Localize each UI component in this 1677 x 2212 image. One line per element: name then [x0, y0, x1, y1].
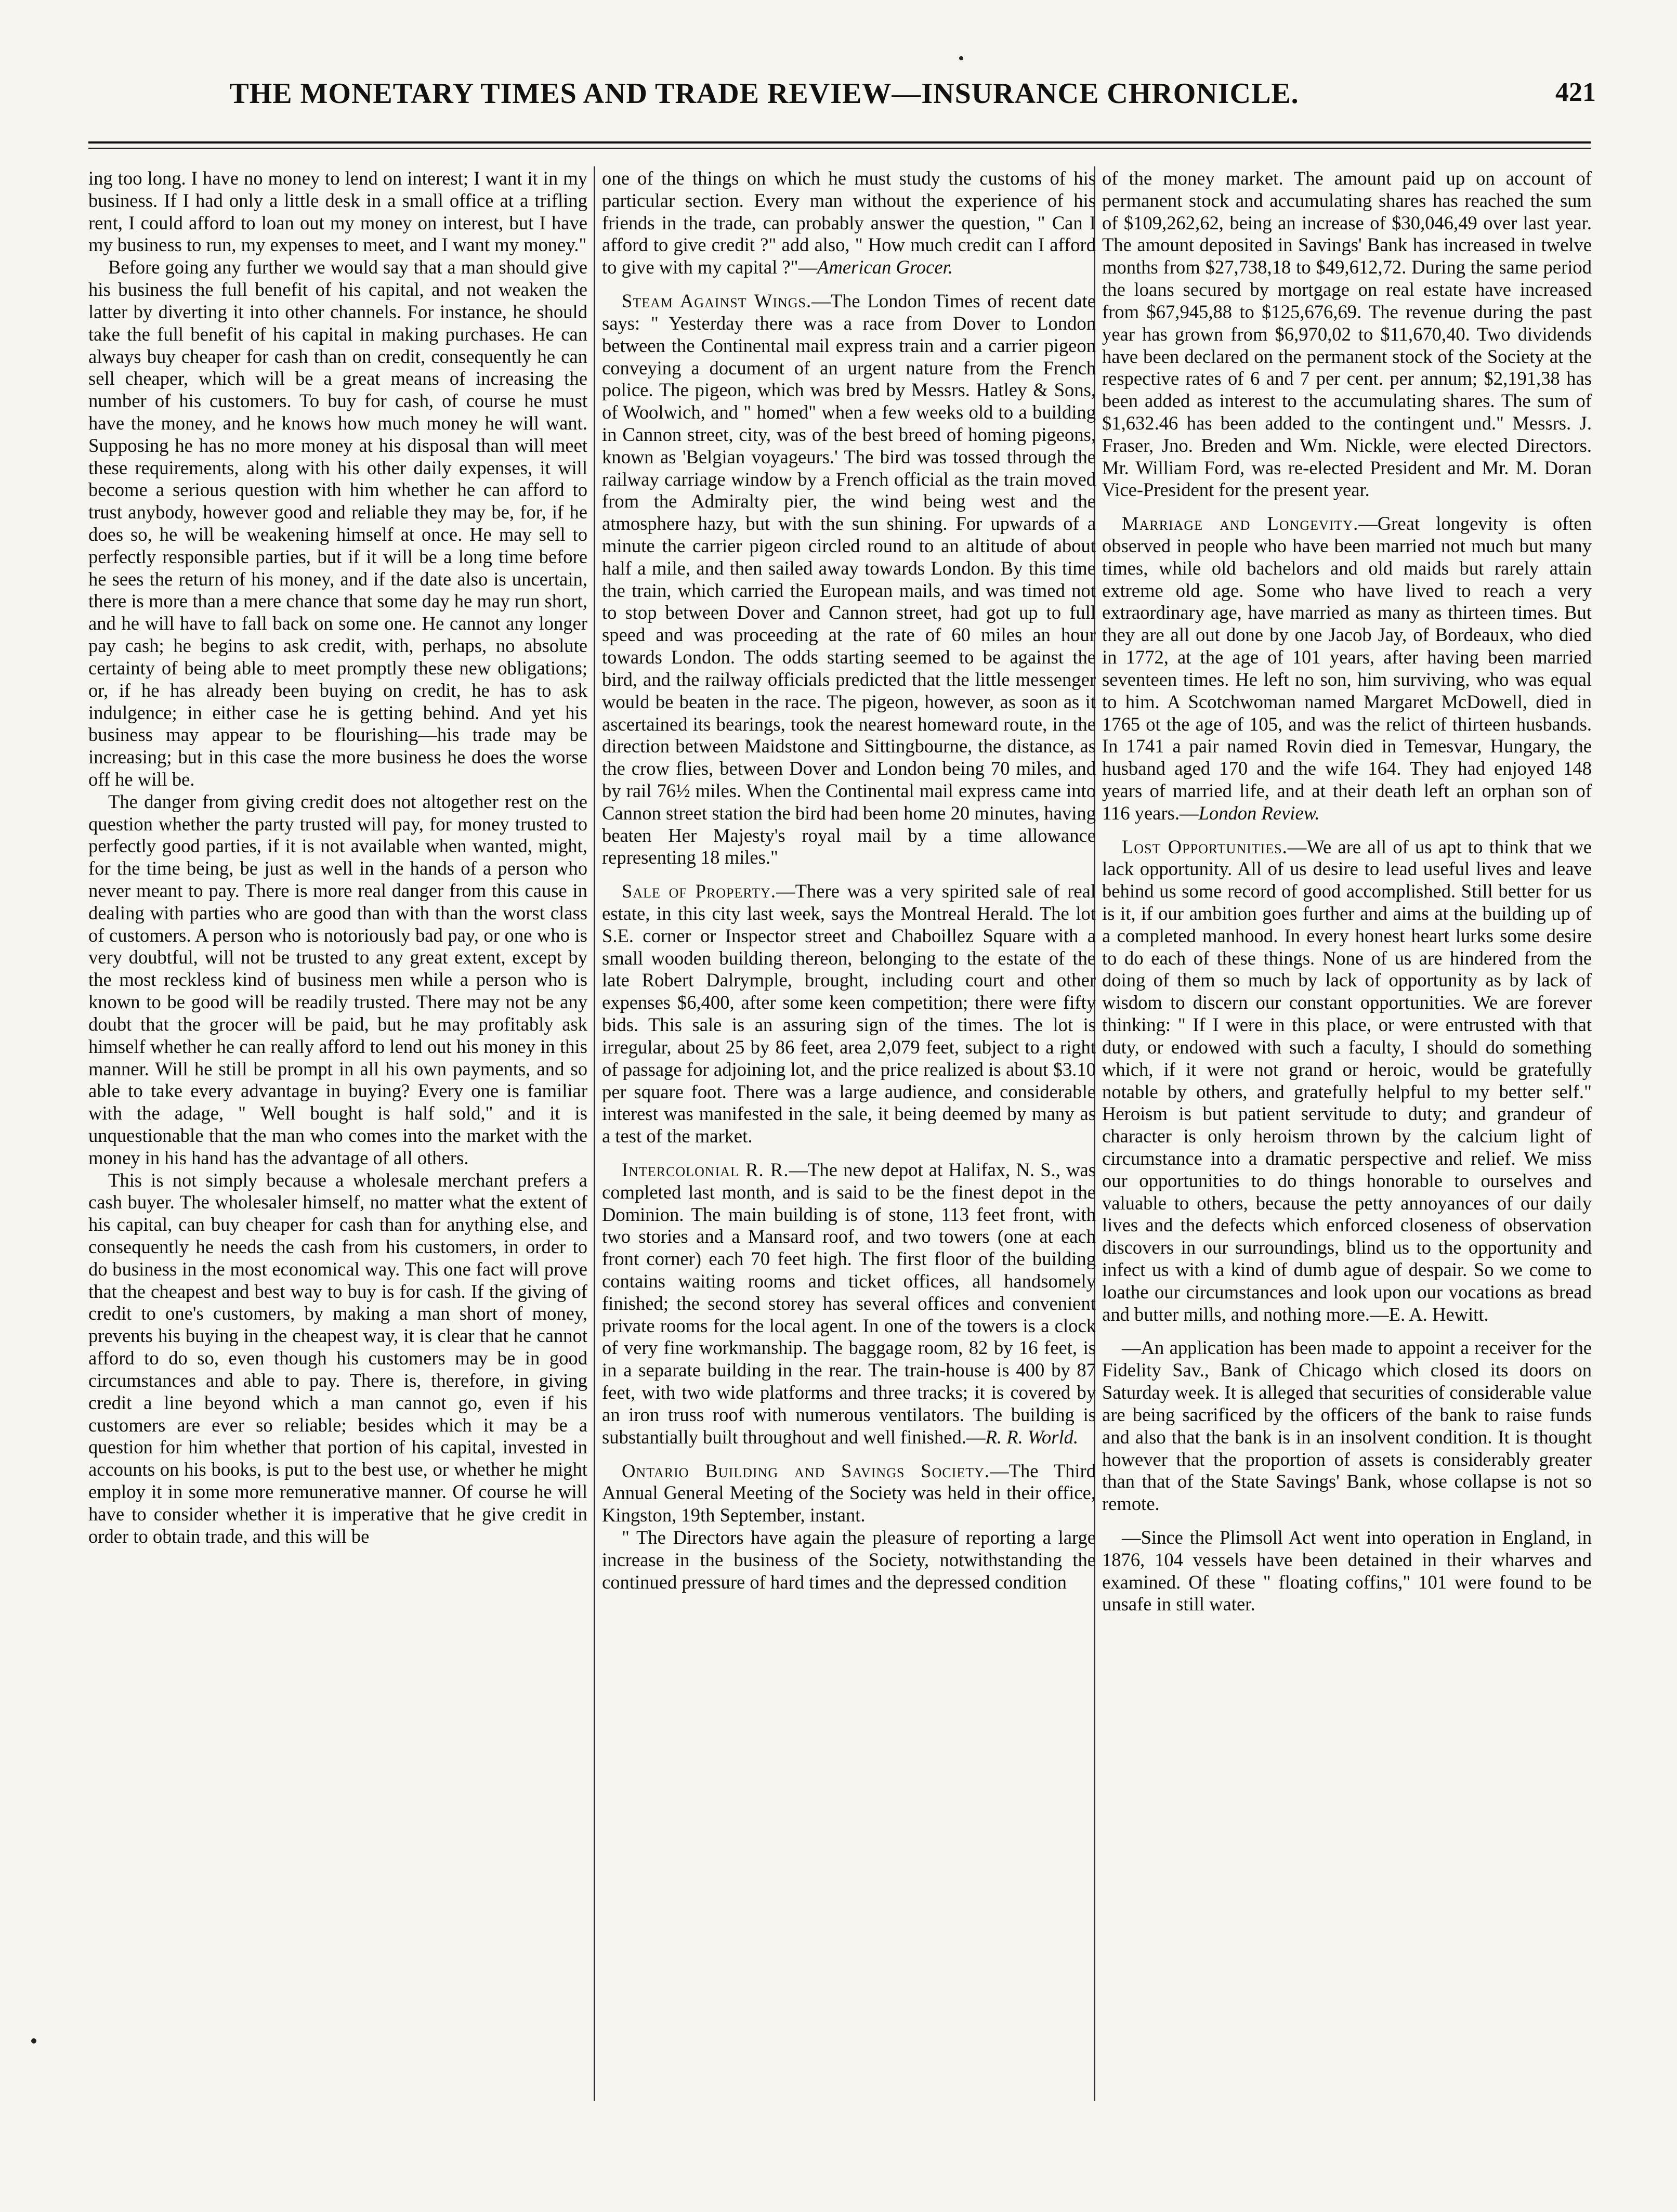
article-lost-opportunities	[1102, 836, 1592, 1326]
article-heading: Intercolonial R. R.	[622, 1159, 789, 1180]
article-heading: Marriage and Longevity.	[1122, 513, 1359, 535]
paragraph: ing too long. I have no money to lend on interest; I want it in my business. If I had only a little desk in a small office at a trifling rent, I could afford to loan out my money on interest, but I have my business to run, my expenses to meet, and I want my money."	[88, 167, 587, 256]
article-ontario-society	[602, 1460, 1096, 1527]
article-text: —Great longevity is often observed in people who have been married not much but many times, while old bachelors and old maids but rarely attain extreme old age. Some who have lived to reach a very extraordinary age, have married as many as thirteen times. But they are all out done by one Jacob Jay, of Bordeaux, who died in 1772, at the age of 101 years, after having been married seventeen times. He left no son, him surviving, who was equal to him. A Scotchwoman named Margaret McDowell, died in 1765 ot the age of 105, and was the relict of thirteen husbands. In 1741 a pair named Rovin died in Temesvar, Hungary, the husband aged 170 and the wife 164. They had enjoyed 148 years of married life, and at their death left an orphan son of 116 years.—	[1102, 513, 1592, 824]
source-credit: American Grocer.	[817, 256, 953, 278]
source-credit: R. R. World.	[985, 1426, 1079, 1448]
source-credit: London Review.	[1198, 802, 1320, 824]
running-title: THE MONETARY TIMES AND TRADE REVIEW—INSURANCE CHRONICLE.	[229, 77, 1299, 110]
paragraph	[602, 167, 1096, 279]
column-2	[602, 167, 1096, 2102]
article-steam-against-wings	[602, 290, 1096, 869]
paragraph: " The Directors have again the pleasure of reporting a large increase in the business of the Society, notwithstanding the continued pressure of hard times and the depressed condition	[602, 1526, 1096, 1593]
paragraph: —An application has been made to appoint a receiver for the Fidelity Sav., Bank of Chicago which closed its doors on Saturday week. It is alleged that securities of considerable value are being sacrificed by the officers of the bank to raise funds and also that the bank is in an insolvent condition. It is thought however that the proportion of assets is considerably greater than that of the State Savings' Bank, whose collapse is not so remote.	[1102, 1337, 1592, 1515]
article-sale-of-property	[602, 880, 1096, 1148]
article-text: —There was a very spirited sale of real estate, in this city last week, says the Montreal Herald. The lot S.E. corner or Inspector street and Chaboillez Square with a small wooden building thereon, belonging to the estate of the late Robert Dalrymple, brought, including court and other expenses $6,400, after some keen competition; there were fifty bids. This sale is an assuring sign of the times. The lot is irregular, about 25 by 86 feet, area 2,079 feet, subject to a right of passage for adjoining lot, and the price realized is about $3.10 per square foot. There was a large audience, and considerable interest was manifested in the sale, it being deemed by many as a test of the market.	[602, 880, 1096, 1147]
ink-dot-top	[959, 56, 963, 60]
page-header	[88, 68, 1596, 130]
header-rule-thin	[88, 148, 1591, 149]
article-marriage-longevity	[1102, 513, 1592, 824]
article-text: —The London Times of recent date says: " Yesterday there was a race from Dover to London between the Continental mail express train and a carrier pigeon conveying a document of an urgent nature from the French police. The pigeon, which was bred by Messrs. Hatley & Sons, of Woolwich, and " homed" when a few weeks old to a building in Cannon street, city, was of the best breed of homing pigeons, known as 'Belgian voyageurs.' The bird was tossed through the railway carriage window by a French official as the train moved from the Admiralty pier, the wind being west and the atmosphere hazy, but with the sun shining. For upwards of a minute the carrier pigeon circled round to an altitude of about half a mile, and then sailed away towards London. By this time the train, which carried the European mails, and was timed not to stop between Dover and Cannon street, had got up to full speed and was proceeding at the rate of 60 miles an hour towards London. The odds starting seemed to be against the bird, and the railway officials predicted that the little messenger would be beaten in the race. The pigeon, however, as soon as it ascertained its bearings, took the nearest homeward route, in the direction between Maidstone and Sittingbourne, the distance, as the crow flies, between Dover and London being 70 miles, and by rail 76½ miles. When the Continental mail express came into Cannon street station the bird had been home 20 minutes, having beaten Her Majesty's royal mail by a time allowance representing 18 miles."	[602, 290, 1096, 868]
column-divider-1	[594, 166, 595, 2101]
page-number: 421	[1555, 77, 1596, 107]
paragraph: —Since the Plimsoll Act went into operation in England, in 1876, 104 vessels have been detained in their wharves and examined. Of these " floating coffins," 101 were found to be unsafe in still water.	[1102, 1526, 1592, 1615]
ink-dot-left	[31, 2038, 36, 2044]
article-heading: Sale of Property.	[622, 880, 776, 902]
article-text: —The Third Annual General Meeting of the Society was held in their office, Kingston, 19th September, instant.	[602, 1460, 1096, 1526]
article-text: —We are all of us apt to think that we lack opportunity. All of us desire to lead useful lives and leave behind us some record of good accomplished. Still better for us is it, if our ambition goes further and aims at the building up of a completed manhood. In every honest heart lurks some desire to do each of these things. None of us are hindered from the doing of them so much by lack of opportunity as by lack of wisdom to discern our constant opportunities. We are forever thinking: " If I were in this place, or were entrusted with that duty, or endowed with such a faculty, I should do something which, if it were not grand or heroic, would be gratefully notable by others, and gratefully helpful to my better self." Heroism is but patient servitude to duty; and grandeur of character is only heroism thrown by the calcium light of circumstance into a dramatic perspective and relief. We miss our opportunities to do things honorable to ourselves and valuable to others, because the petty annoyances of our daily lives and the defects which enforced closeness of observation discovers in our surroundings, blind us to the opportunity and infect us with a kind of dumb ague of despair. So we come to loathe our circumstances and look upon our vocations as bread and butter mills, and nothing more.—E. A. Hewitt.	[1102, 836, 1592, 1325]
article-intercolonial	[602, 1159, 1096, 1449]
article-heading: Ontario Building and Savings Society.	[622, 1460, 990, 1481]
article-text: —The new depot at Halifax, N. S., was completed last month, and is said to be the finest depot in the Dominion. The main building is of stone, 113 feet front, with two stories and a Mansard roof, and two towers (one at each front corner) each 70 feet high. The first floor of the building contains waiting rooms and ticket offices, all handsomely finished; the second storey has several offices and convenient private rooms for the local agent. In one of the towers is a clock of very fine workmanship. The baggage room, 82 by 16 feet, is in a separate building in the rear. The train-house is 400 by 87 feet, with two wide platforms and three tracks; it is covered by an iron truss roof with numerous ventilators. The building is substantially built throughout and well finished.—	[602, 1159, 1096, 1448]
article-heading: Steam Against Wings.	[622, 290, 812, 312]
paragraph: Before going any further we would say that a man should give his business the full benefit of his capital, and not weaken the latter by diverting it into other channels. For instance, he should take the full benefit of his capital in making purchases. He can always buy cheaper for cash than on credit, consequently he can sell cheaper, which will be a great means of increasing the number of his customers. To buy for cash, of course he must have the money, and he knows how much money he will want. Supposing he has no more money at his disposal than will meet these requirements, along with his other daily expenses, it will become a serious question with him whether he can afford to trust anybody, however good and reliable they may be, for, if he does so, he will be weakening himself at once. He may sell to perfectly responsible parties, but if it will be a long time before he sees the return of his money, and if the date also is uncertain, there is more than a mere chance that some day he may run short, and he will have to fall back on some one. He cannot any longer pay cash; he begins to ask credit, with, perhaps, no absolute certainty of being able to meet promptly these new obligations; or, if he has already been buying on credit, he has to ask indulgence; in either case he is getting behind. And yet his business may appear to be flourishing—his trade may be increasing; but in this case the more business he does the worse off he will be.	[88, 256, 587, 790]
paragraph: of the money market. The amount paid up on account of permanent stock and accumulating shares has reached the sum of $109,262,62, being an increase of $30,046,49 over last year. The amount deposited in Savings' Bank has increased in twelve months from $27,738,18 to $49,612,72. During the same period the loans secured by mortgage on real estate have increased from $67,945,88 to $125,676,69. The revenue during the past year has grown from $6,970,02 to $11,670,40. Two dividends have been declared on the permanent stock of the Society at the respective rates of 6 and 7 per cent. per annum; $2,191,38 has been added as interest to the accumulating shares. The sum of $1,632.46 has been added to the contingent und." Messrs. J. Fraser, Jno. Breden and Wm. Nickle, were elected Directors. Mr. William Ford, was re-elected President and Mr. M. Doran Vice-President for the present year.	[1102, 167, 1592, 501]
paragraph-text: one of the things on which he must study the customs of his particular section. Every man without the experience of his friends in the trade, can probably answer the question, " Can I afford to give credit ?" add also, " How much credit can I afford to give with my capital ?"—	[602, 167, 1096, 278]
paragraph: The danger from giving credit does not altogether rest on the question whether the party trusted will pay, for money trusted to perfectly good parties, if it is not available when wanted, might, for the time being, be just as well in the hands of a person who never meant to pay. There is more real danger from this cause in dealing with parties who are good than with than the worst class of customers. A person who is notoriously bad pay, or one who is very doubtful, will not be trusted to any great extent, except by the most reckless kind of business men while a person who is known to be good will be readily trusted. There may not be any doubt that the grocer will be paid, but he may profitably ask himself whether he can really afford to lend out his money in this manner. Will he still be prompt in all his own payments, and so able to take every advantage in buying? Every one is familiar with the adage, " Well bought is half sold," and it is unquestionable that the man who comes into the market with the money in his hand has the advantage of all others.	[88, 790, 587, 1168]
header-rule-thick	[88, 141, 1591, 144]
column-3	[1102, 167, 1592, 2102]
article-heading: Lost Opportunities.	[1122, 836, 1288, 857]
paragraph: This is not simply because a wholesale merchant prefers a cash buyer. The wholesaler himself, no matter what the extent of his capital, can buy cheaper for cash than for anything else, and consequently he needs the cash from his customers, in order to do business in the most economical way. This one fact will prove that the cheapest and best way to buy is for cash. If the giving of credit to one's customers, by making a man short of money, prevents his buying in the cheapest way, it is clear that he cannot afford to do so, even though his customers may be in good circumstances and able to pay. There is, therefore, in giving credit a line beyond which a man cannot go, even if his customers are ever so reliable; besides which it may be a question for him whether that portion of his capital, invested in accounts on his books, is put to the best use, or whether he might employ it in some more remunerative manner. Of course he will have to consider whether it is imperative that he give credit in order to obtain trade, and this will be	[88, 1169, 587, 1547]
column-1	[88, 167, 587, 2102]
